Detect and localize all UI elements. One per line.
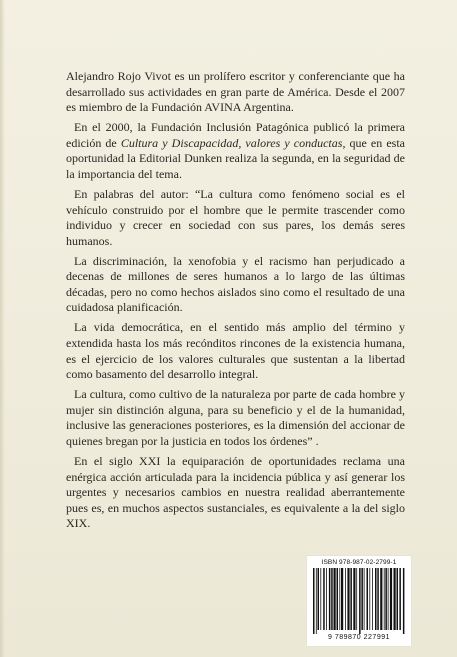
barcode-bar (384, 568, 385, 630)
barcode-bar (334, 568, 336, 630)
barcode-bar (356, 568, 357, 630)
barcode-bar (316, 568, 317, 634)
barcode-bar (329, 568, 331, 630)
paragraph-author-intro: Alejandro Rojo Vivot es un prolífero escritor y conferenciante que ha desarrollado sus actividades en gran parte de América. Desde el 2007 es miembro de la Fundación AVINA Argentina. (66, 69, 405, 115)
barcode-bar (323, 568, 325, 630)
barcode-bar (390, 568, 392, 630)
paragraph-author-quote: En palabras del autor: “La cultura como fenómeno social es el vehículo construido por el hombre que le permite trascender como individuo y crecer en sociedad con sus pares, los demás seres humanos. (66, 186, 405, 248)
barcode-digits: 9 789870 227991 (328, 634, 390, 641)
isbn-text: ISBN 978-987-02-2799-1 (321, 559, 397, 566)
barcode-bar (367, 568, 369, 630)
barcode-bar (337, 568, 339, 630)
barcode-bar (341, 568, 343, 630)
page-edge-shadow (0, 0, 5, 657)
barcode-bars (311, 568, 407, 634)
barcode-bar (347, 568, 349, 630)
barcode-bar (394, 568, 396, 630)
barcode-bar (380, 568, 382, 630)
paragraph-first-edition-tail: , que en esta oportunidad la Editorial Dunken realiza la segunda, en la seguridad de la importancia del tema. (66, 135, 405, 181)
barcode-bar (345, 568, 346, 630)
paragraph-xxi-century: En el siglo XXI la equiparación de oportunidades reclama una enérgica acción articulada para la incidencia pública y así generar los urgentes y necesarios cambios en nuestra realidad aberrantemente pues es, en muchos aspectos sustanciales, es equivalente a la del siglo XIX. (66, 454, 405, 531)
barcode-bar (320, 568, 321, 630)
barcode-bar (353, 568, 355, 630)
barcode-bar (364, 568, 365, 630)
barcode-bar (369, 568, 370, 630)
barcode-bar (331, 568, 333, 630)
barcode-bar (388, 568, 389, 630)
back-cover-blurb (66, 69, 405, 536)
paragraph-first-edition (66, 120, 405, 182)
barcode-bar (372, 568, 373, 630)
barcode-bar (377, 568, 379, 630)
barcode-bar (350, 568, 352, 630)
barcode-bar (359, 568, 361, 634)
book-title: Cultura y Discapacidad, valores y conductas (120, 135, 343, 150)
barcode-bar (313, 568, 315, 634)
barcode-bar (385, 568, 387, 630)
barcode-bar (403, 568, 405, 634)
barcode-bar (375, 568, 377, 630)
barcode-bar (361, 568, 363, 630)
barcode-bar (339, 568, 340, 630)
paragraph-discrimination: La discriminación, la xenofobia y el racismo han perjudicado a decenas de millones de seres humanos a lo largo de las últimas décadas, pero no como hechos aislados sino como el resultado de una cuidadosa planificación. (66, 253, 405, 315)
paragraph-first-edition-lead: En el 2000, la Fundación Inclusión Patagónica publicó la primera edición de (66, 120, 405, 150)
barcode-bar (397, 568, 399, 630)
isbn-barcode-label (307, 556, 411, 646)
barcode-bar (318, 568, 320, 630)
paragraph-culture: La cultura, como cultivo de la naturaleza por parte de cada hombre y mujer sin distinción alguna, para su beneficio y el de la humanidad, inclusive las generaciones posteriores, es la dimensión del accionar de quienes bregan por la justicia en todos los órdenes” . (66, 387, 405, 449)
barcode-bar (399, 568, 401, 630)
paragraph-democracy: La vida democrática, en el sentido más amplio del término y extendida hasta los más recónditos rincones de la existencia humana, es el ejercicio de los valores culturales que sustentan a la libertad como basamento del desarrollo integral. (66, 320, 405, 382)
barcode-bar (326, 568, 327, 630)
